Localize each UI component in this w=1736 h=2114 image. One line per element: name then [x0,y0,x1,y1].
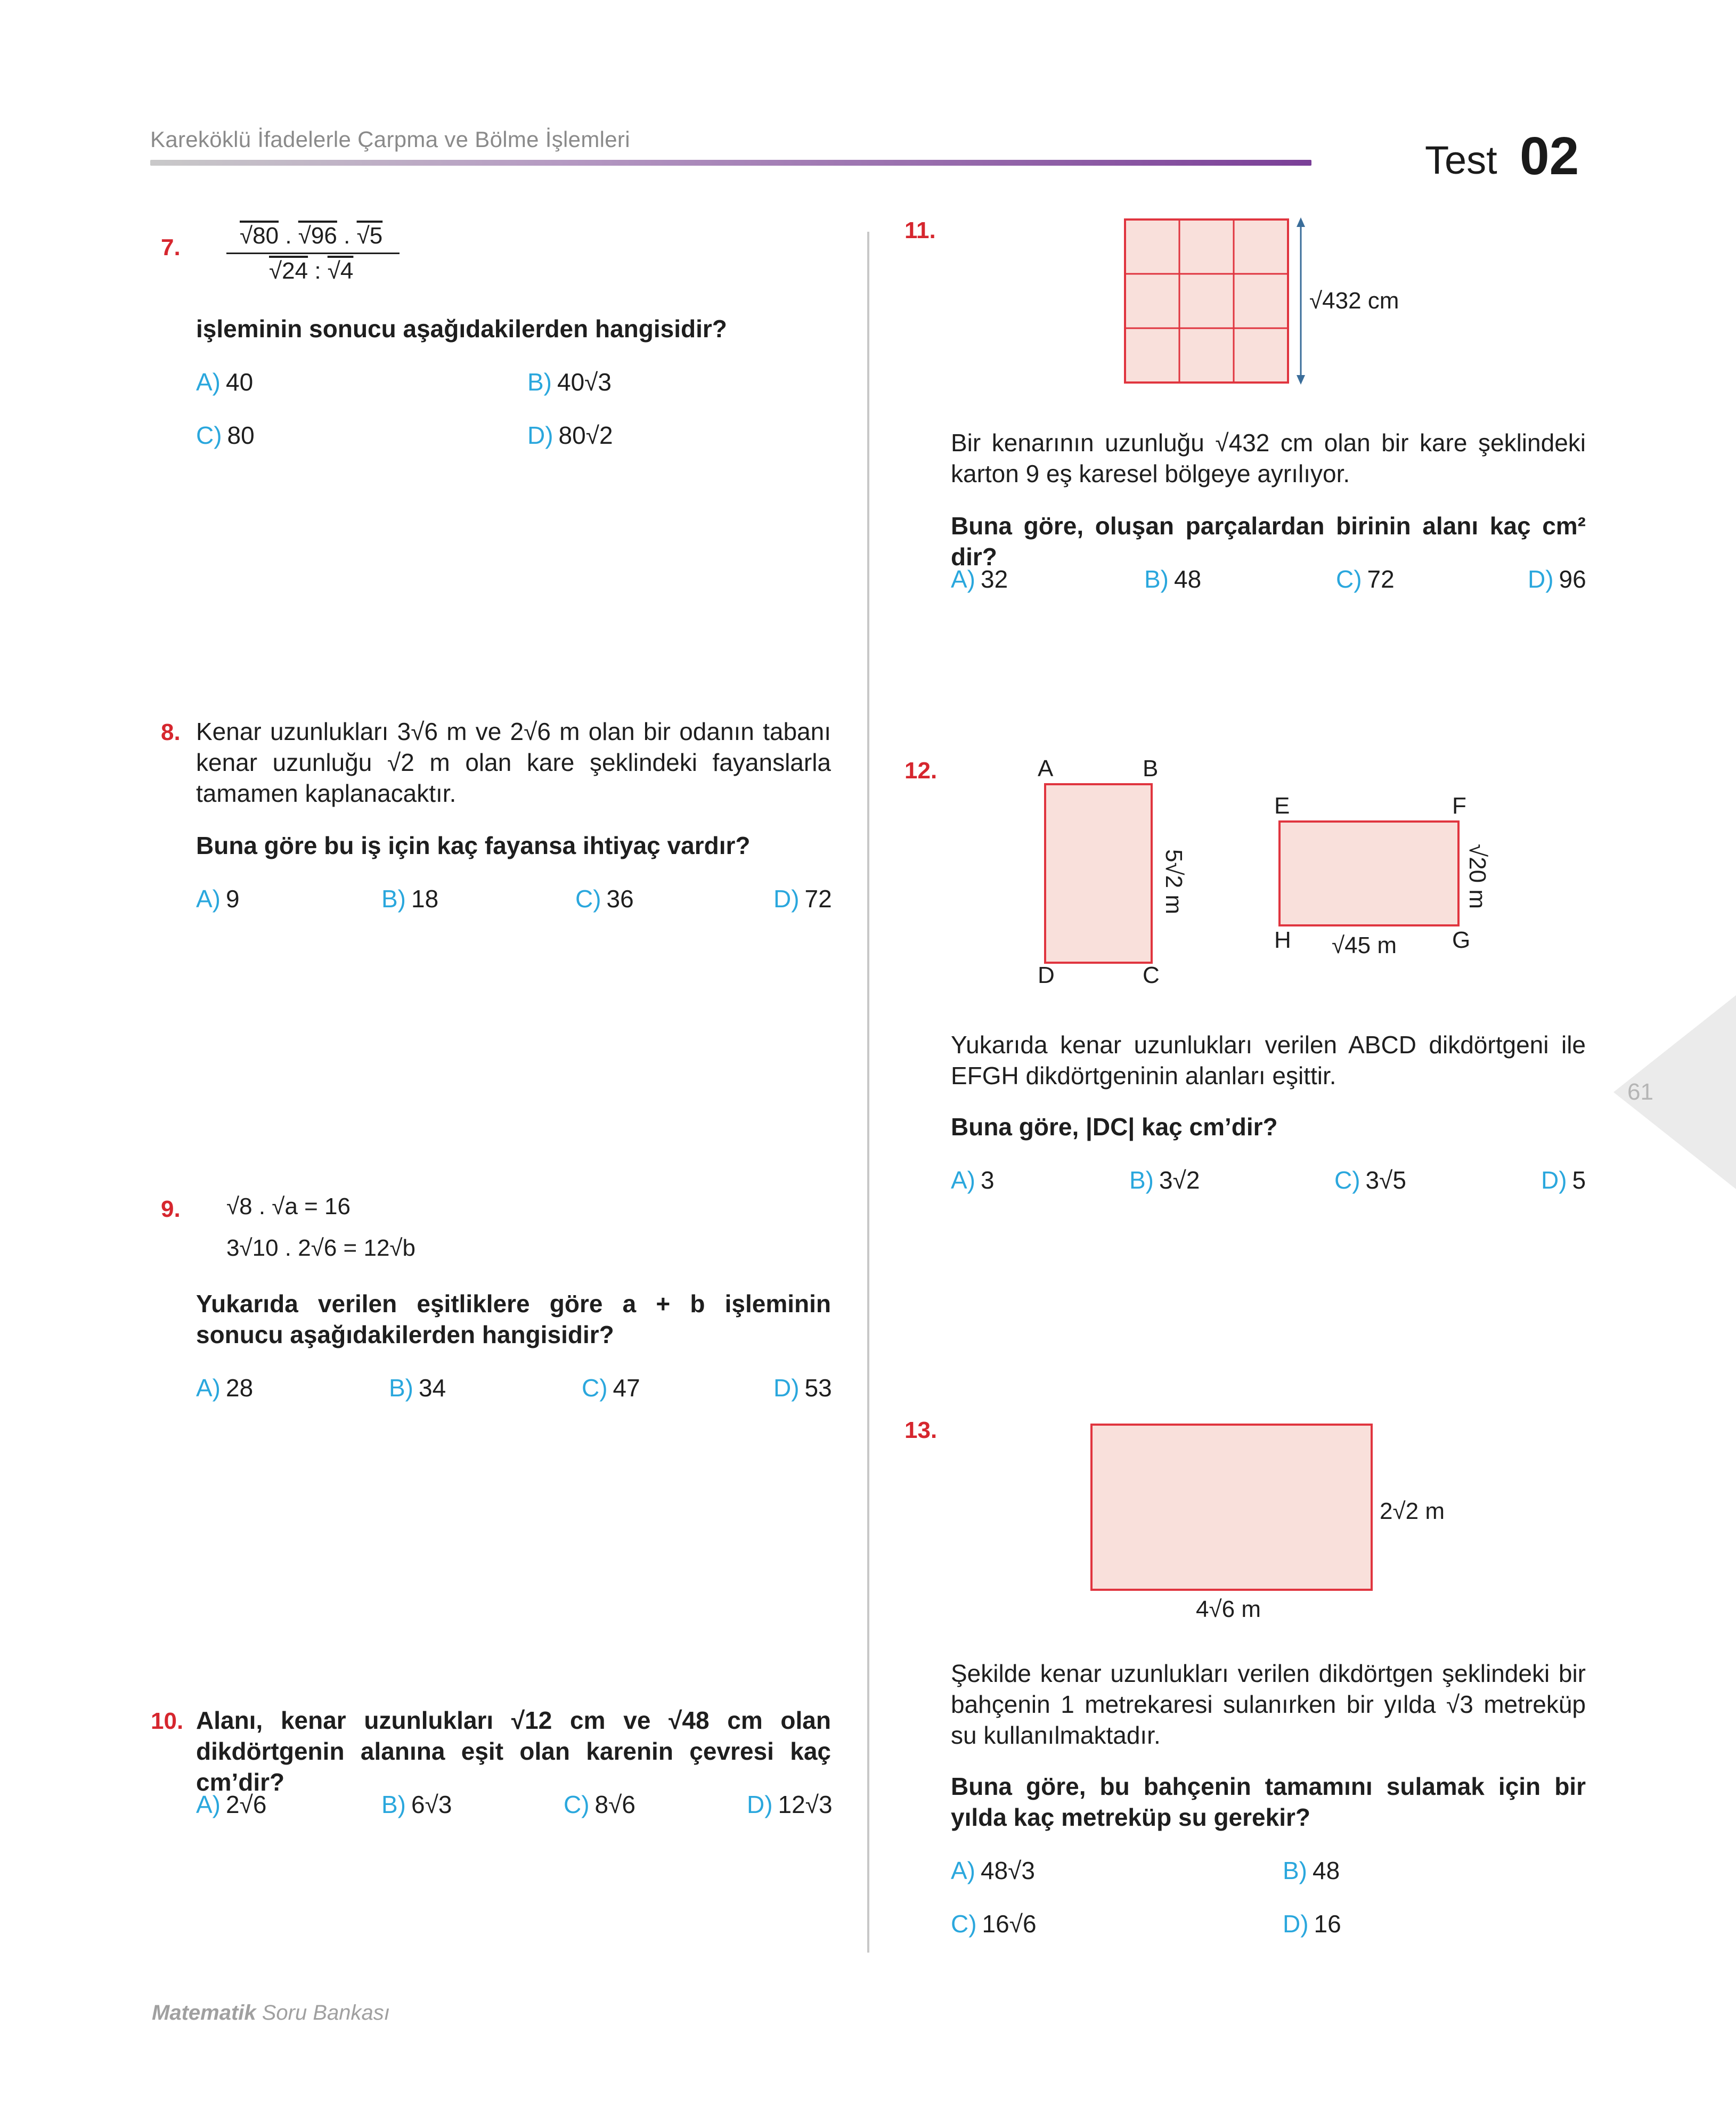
q7-option-a[interactable]: A) 40 [196,368,254,396]
column-divider [867,232,869,1953]
q9-option-b[interactable]: B) 34 [389,1374,446,1402]
q12-label-f: F [1452,793,1466,819]
q13-side-bottom-label: 4√6 m [1196,1596,1261,1622]
q13-option-c[interactable]: C) 16√6 [951,1910,1037,1938]
q13-option-d[interactable]: D) 16 [1283,1910,1341,1938]
q12-label-a: A [1038,755,1054,782]
q9-option-c[interactable]: C) 47 [582,1374,640,1402]
q12-side-hg-label: √45 m [1332,932,1397,958]
q13-option-a[interactable]: A) 48√3 [951,1857,1035,1884]
q8-question: Buna göre bu iş için kaç fayansa ihtiyaç vardır? [196,832,751,859]
arrow-down-icon [1297,375,1305,385]
q12-option-a[interactable]: A) 3 [951,1166,995,1194]
q11-square [1125,219,1288,383]
q12-side-fg-label: √20 m [1464,844,1490,909]
q7-option-c[interactable]: C) 80 [196,421,255,449]
q12-label-c: C [1143,962,1160,988]
q10-option-a[interactable]: A) 2√6 [196,1791,267,1818]
q11-question: Buna göre, oluşan parçalardan birinin alanı kaç cm² dir? [951,512,1586,571]
q13-option-b[interactable]: B) 48 [1283,1857,1340,1884]
q12-label-h: H [1274,927,1291,953]
q8-number: 8. [161,719,181,745]
q12-side-bc-label: 5√2 m [1161,849,1187,914]
q9-question: Yukarıda verilen eşitliklere göre a + b işleminin sonucu aşağıdakilerden hangisidir? [196,1290,831,1348]
q12-label-e: E [1274,793,1290,819]
q11-side-label: √432 cm [1309,288,1399,314]
q13-question: Buna göre, bu bahçenin tamamını sulamak için bir yılda kaç metreküp su gerekir? [951,1772,1586,1831]
q12-rect-abcd [1045,784,1152,963]
page-number: 61 [1627,1079,1653,1105]
q10-option-b[interactable]: B) 6√3 [381,1791,452,1818]
q12-rectangles-figure [1039,778,1492,970]
q12-option-c[interactable]: C) 3√5 [1334,1166,1406,1194]
q13-text: Şekilde kenar uzunlukları verilen dikdörtgen şeklindeki bir bahçenin 1 metrekaresi sulanırken bir yılda √3 metreküp su kullanılmaktadır. [951,1660,1586,1749]
q7-question: işleminin sonucu aşağıdakilerden hangisidir? [196,315,727,343]
q12-rect-efgh [1279,822,1458,925]
q12-option-d[interactable]: D) 5 [1541,1166,1586,1194]
q11-option-b[interactable]: B) 48 [1144,565,1202,593]
q9-option-a[interactable]: A) 28 [196,1374,254,1402]
q10-number: 10. [151,1708,184,1734]
q12-text: Yukarıda kenar uzunlukları verilen ABCD dikdörtgeni ile EFGH dikdörtgeninin alanları eşittir. [951,1031,1586,1089]
q10-question: Alanı, kenar uzunlukları √12 cm ve √48 cm olan dikdörtgenin alanına eşit olan karenin çevresi kaç cm’dir? [196,1706,831,1796]
q13-number: 13. [904,1417,938,1443]
test-number: 02 [1520,126,1579,186]
q7-denominator: √24 : √4 [269,258,354,284]
q7-fraction-bar [226,253,400,254]
header-rule [150,160,1311,166]
q11-grid-figure [1119,213,1321,389]
q8-option-a[interactable]: A) 9 [196,885,240,913]
q12-label-b: B [1143,755,1159,782]
q12-label-d: D [1038,962,1055,988]
q8-option-c[interactable]: C) 36 [575,885,634,913]
q13-side-right-label: 2√2 m [1380,1498,1445,1524]
arrow-up-icon [1297,217,1305,227]
q8-option-d[interactable]: D) 72 [773,885,832,913]
q11-text: Bir kenarının uzunluğu √432 cm olan bir kare şeklindeki karton 9 eş karesel bölgeye ayrılıyor. [951,429,1586,487]
q8-option-b[interactable]: B) 18 [381,885,439,913]
q11-option-a[interactable]: A) 32 [951,565,1008,593]
q7-number: 7. [161,234,181,261]
q9-equation-1: √8 . √a = 16 [226,1193,351,1219]
q7-option-b[interactable]: B) 40√3 [527,368,612,396]
q9-equation-2: 3√10 . 2√6 = 12√b [226,1235,416,1261]
q12-question: Buna göre, |DC| kaç cm’dir? [951,1113,1278,1141]
test-label: Test [1425,138,1497,182]
q10-option-c[interactable]: C) 8√6 [564,1791,635,1818]
q9-number: 9. [161,1196,181,1222]
q7-option-d[interactable]: D) 80√2 [527,421,613,449]
q7-numerator: √80 . √96 . √5 [240,223,383,249]
q11-option-c[interactable]: C) 72 [1336,565,1395,593]
q12-option-b[interactable]: B) 3√2 [1129,1166,1200,1194]
q13-garden-figure [1084,1417,1382,1598]
q11-number: 11. [904,217,936,243]
q8-text: Kenar uzunlukları 3√6 m ve 2√6 m olan bir odanın tabanı kenar uzunluğu √2 m olan kare şeklindeki fayanslarla tamamen kaplanacaktır. [196,718,831,807]
q10-option-d[interactable]: D) 12√3 [747,1791,833,1818]
q12-label-g: G [1452,927,1471,953]
q9-option-d[interactable]: D) 53 [773,1374,832,1402]
chapter-title: Kareköklü İfadelerle Çarpma ve Bölme İşlemleri [150,127,630,152]
q13-rectangle [1091,1425,1372,1590]
q11-option-d[interactable]: D) 96 [1528,565,1586,593]
footer-brand: Matematik Soru Bankası [152,2001,390,2024]
q12-number: 12. [904,758,938,784]
